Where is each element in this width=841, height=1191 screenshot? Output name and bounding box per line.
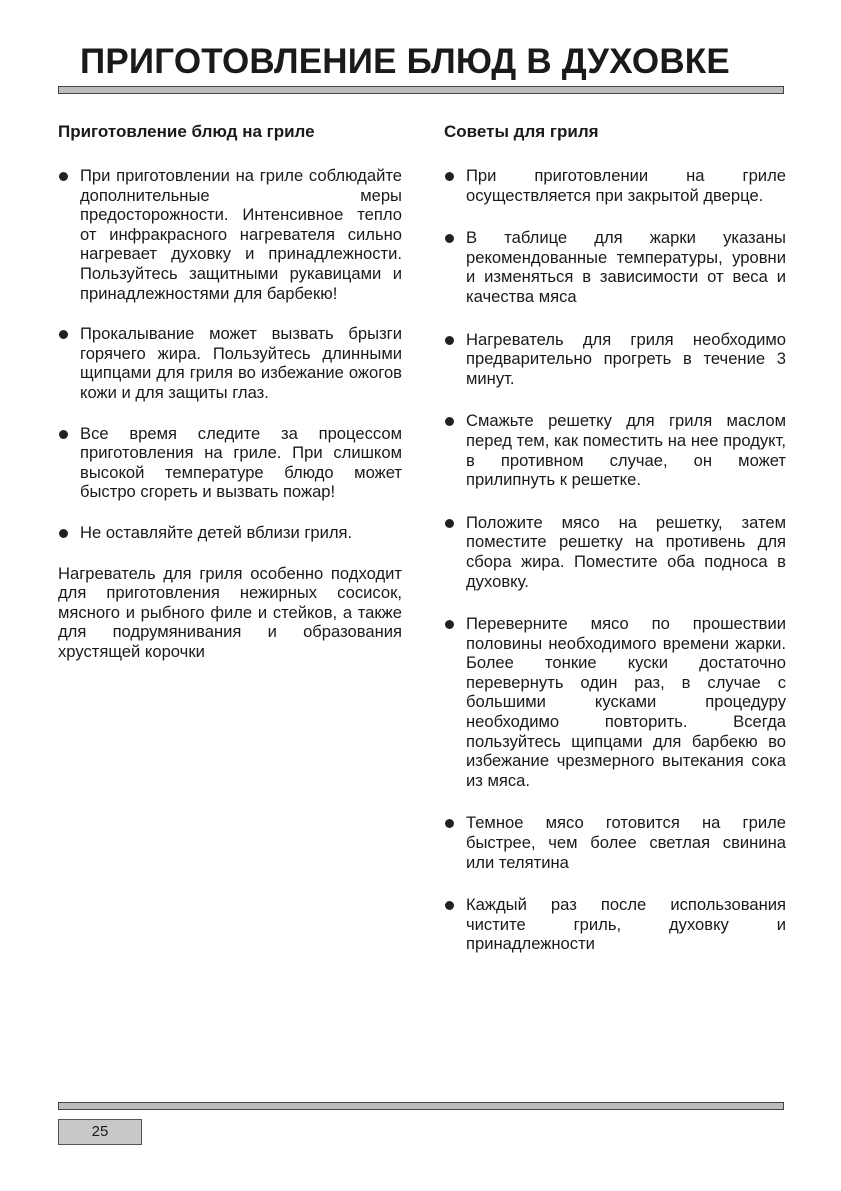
right-column (444, 120, 786, 977)
bullet-icon (445, 620, 454, 629)
bullet-icon (445, 819, 454, 828)
list-item (58, 523, 402, 543)
list-item (58, 324, 402, 402)
list-item-text: Смажьте решетку для гриля маслом перед тем, как поместить на нее продукт, в противном случае, он может прилипнуть к решетке. (466, 411, 786, 490)
bullet-icon (445, 234, 454, 243)
list-item-text: Положите мясо на решетку, затем поместите решетку на противень для сбора жира. Поместите оба подноса в духовку. (466, 512, 786, 591)
bullet-icon (445, 417, 454, 426)
list-item (444, 895, 786, 954)
left-column (58, 120, 402, 661)
list-item-text: Темное мясо готовится на гриле быстрее, чем более светлая свинина или телятина (466, 813, 786, 872)
header-rule (58, 86, 784, 94)
list-item-text: Нагреватель для гриля необходимо предварительно прогреть в течение 3 минут. (466, 329, 786, 388)
list-item-text: Переверните мясо по прошествии половины необходимого времени жарки. Более тонкие куски достаточно перевернуть один раз, в случае с большими кусками процедуру необходимо повторить. Всегда пользуйтесь щипцами для барбекю во избежание чрезмерного вытекания сока из мяса. (466, 614, 786, 790)
right-bullet-list (444, 166, 786, 954)
list-item (444, 228, 786, 306)
list-item (58, 424, 402, 502)
list-item-text: Прокалывание может вызвать брызги горячего жира. Пользуйтесь длинными щипцами для гриля во избежание ожогов кожи и для защиты глаз. (80, 324, 402, 402)
left-bullet-list (58, 166, 402, 543)
bullet-icon (59, 430, 68, 439)
list-item-text: Каждый раз после использования чистите гриль, духовку и принадлежности (466, 895, 786, 954)
bullet-icon (445, 172, 454, 181)
list-item-text: Не оставляйте детей вблизи гриля. (80, 522, 353, 542)
right-heading: Советы для гриля (444, 122, 599, 141)
bullet-icon (59, 330, 68, 339)
footer-rule (58, 1102, 784, 1110)
grill-paragraph: Нагреватель для гриля особенно подходит для приготовления нежирных сосисок, мясного и рыбного филе и стейков, а также для подрумянивания и образования хрустящей корочки (58, 563, 402, 661)
list-item (444, 513, 786, 591)
list-item (444, 166, 786, 205)
list-item (444, 411, 786, 489)
bullet-icon (59, 529, 68, 538)
left-heading: Приготовление блюд на гриле (58, 122, 315, 141)
page-number: 25 (58, 1119, 142, 1145)
list-item-text: В таблице для жарки указаны рекомендованные температуры, уровни и изменяться в зависимости от веса и качества мяса (466, 228, 786, 306)
list-item (444, 614, 786, 790)
bullet-icon (445, 519, 454, 528)
page-title: ПРИГОТОВЛЕНИЕ БЛЮД В ДУХОВКЕ (80, 42, 730, 81)
list-item (444, 813, 786, 872)
list-item-text: При приготовлении на гриле осуществляется при закрытой дверце. (466, 166, 786, 205)
bullet-icon (445, 901, 454, 910)
bullet-icon (445, 336, 454, 345)
bullet-icon (59, 172, 68, 181)
list-item (444, 330, 786, 389)
list-item-text: При приготовлении на гриле соблюдайте дополнительные меры предосторожности. Интенсивное тепло от инфракрасного нагревателя сильно нагревает духовку и принадлежности. Пользуйтесь защитными рукавицами и принадлежностями для барбекю! (80, 166, 402, 303)
list-item (58, 166, 402, 303)
list-item-text: Все время следите за процессом приготовления на гриле. При слишком высокой температуре блюдо может быстро сгореть и вызвать пожар! (80, 423, 402, 502)
